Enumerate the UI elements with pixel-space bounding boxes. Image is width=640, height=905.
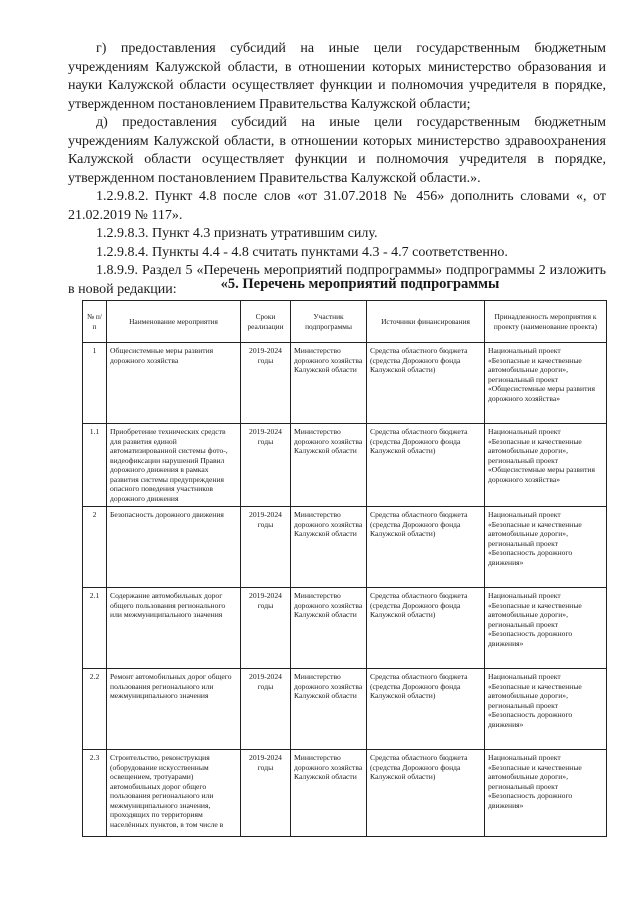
measure-name: Ремонт автомобильных дорог общего пользования регионального или межмуниципального значения xyxy=(107,669,241,750)
row-number: 1.1 xyxy=(83,424,107,507)
funding-source: Средства областного бюджета (средства Дорожного фонда Калужской области) xyxy=(367,588,485,669)
implementation-term: 2019-2024 годы xyxy=(241,343,291,424)
document-body xyxy=(68,40,606,299)
paragraph: 1.8.9.9. Раздел 5 «Перечень мероприятий подпрограммы» подпрограммы 2 изложить в новой редакции: xyxy=(68,263,606,297)
measure-name: Общесистемные меры развития дорожного хозяйства xyxy=(107,343,241,424)
project-affiliation: Национальный проект «Безопасные и качественные автомобильные дороги», региональный проект «Безопасность дорожного движения» xyxy=(485,669,607,750)
table-row xyxy=(83,750,607,837)
measure-name: Содержание автомобильных дорог общего пользования регионального или межмуниципального значения xyxy=(107,588,241,669)
funding-source: Средства областного бюджета (средства Дорожного фонда Калужской области) xyxy=(367,343,485,424)
participant: Министерство дорожного хозяйства Калужской области xyxy=(291,750,367,837)
row-number: 2.2 xyxy=(83,669,107,750)
table-row xyxy=(83,343,607,424)
implementation-term: 2019-2024 годы xyxy=(241,588,291,669)
paragraph: 1.2.9.8.3. Пункт 4.3 признать утратившим силу. xyxy=(96,226,378,241)
measure-name: Приобретение технических средств для развития единой автоматизированной системы фото-, видеофиксации нарушений Правил дорожного движения в рамках развития системы предупреждения опасного поведения участников дорожного движения xyxy=(107,424,241,507)
table-row xyxy=(83,669,607,750)
implementation-term: 2019-2024 годы xyxy=(241,507,291,588)
table-row xyxy=(83,588,607,669)
paragraph: г) предоставления субсидий на иные цели государственным бюджетным учреждениям Калужской области, в отношении которых министерство образования и науки Калужской области осуществляет функции и полномочия учредителя в порядке, утвержденном постановлением Правительства Калужской области; xyxy=(68,41,606,112)
header-source: Источники финансирования xyxy=(367,301,485,343)
section-heading: «5. Перечень мероприятий подпрограммы xyxy=(220,276,500,292)
project-affiliation: Национальный проект «Безопасные и качественные автомобильные дороги», региональный проект «Безопасность дорожного движения» xyxy=(485,750,607,837)
table-row xyxy=(83,507,607,588)
measures-table xyxy=(82,300,607,837)
participant: Министерство дорожного хозяйства Калужской области xyxy=(291,424,367,507)
participant: Министерство дорожного хозяйства Калужской области xyxy=(291,507,367,588)
row-number: 2.1 xyxy=(83,588,107,669)
row-number: 2.3 xyxy=(83,750,107,837)
project-affiliation: Национальный проект «Безопасные и качественные автомобильные дороги», региональный проект «Общесистемные меры развития дорожного хозяйства» xyxy=(485,424,607,507)
participant: Министерство дорожного хозяйства Калужской области xyxy=(291,669,367,750)
measure-name: Безопасность дорожного движения xyxy=(107,507,241,588)
table-header-row xyxy=(83,301,607,343)
row-number: 2 xyxy=(83,507,107,588)
measure-name: Строительство, реконструкция (оборудование искусственным освещением, тротуарами) автомобильных дорог общего пользования регионального или межмуниципального значения, проходящих по территориям населённых пунктов, в том числе в xyxy=(107,750,241,837)
project-affiliation: Национальный проект «Безопасные и качественные автомобильные дороги», региональный проект «Безопасность дорожного движения» xyxy=(485,588,607,669)
header-term: Сроки реализации xyxy=(241,301,291,343)
paragraph: 1.2.9.8.4. Пункты 4.4 - 4.8 считать пунктами 4.3 - 4.7 соответственно. xyxy=(96,244,508,260)
funding-source: Средства областного бюджета (средства Дорожного фонда Калужской области) xyxy=(367,424,485,507)
header-project: Принадлежность мероприятия к проекту (наименование проекта) xyxy=(485,301,607,343)
paragraph: д) предоставления субсидий на иные цели государственным бюджетным учреждениям Калужской области, в отношении которых министерство здравоохранения Калужской области осуществляет функции и полномочия учредителя в порядке, утвержденном постановлением Правительства Калужской области.». xyxy=(68,115,606,186)
table-row xyxy=(83,424,607,507)
project-affiliation: Национальный проект «Безопасные и качественные автомобильные дороги», региональный проект «Безопасность дорожного движения» xyxy=(485,507,607,588)
funding-source: Средства областного бюджета (средства Дорожного фонда Калужской области) xyxy=(367,669,485,750)
paragraph: 1.2.9.8.2. Пункт 4.8 после слов «от 31.07.2018 № 456» дополнить словами «, от 21.02.2019 № 117». xyxy=(68,189,606,223)
project-affiliation: Национальный проект «Безопасные и качественные автомобильные дороги», региональный проект «Общесистемные меры развития дорожного хозяйства» xyxy=(485,343,607,424)
funding-source: Средства областного бюджета (средства Дорожного фонда Калужской области) xyxy=(367,750,485,837)
participant: Министерство дорожного хозяйства Калужской области xyxy=(291,588,367,669)
participant: Министерство дорожного хозяйства Калужской области xyxy=(291,343,367,424)
implementation-term: 2019-2024 годы xyxy=(241,669,291,750)
header-num: № п/п xyxy=(83,301,107,343)
header-participant: Участник подпрограммы xyxy=(291,301,367,343)
funding-source: Средства областного бюджета (средства Дорожного фонда Калужской области) xyxy=(367,507,485,588)
row-number: 1 xyxy=(83,343,107,424)
implementation-term: 2019-2024 годы xyxy=(241,750,291,837)
implementation-term: 2019-2024 годы xyxy=(241,424,291,507)
header-name: Наименование мероприятия xyxy=(107,301,241,343)
